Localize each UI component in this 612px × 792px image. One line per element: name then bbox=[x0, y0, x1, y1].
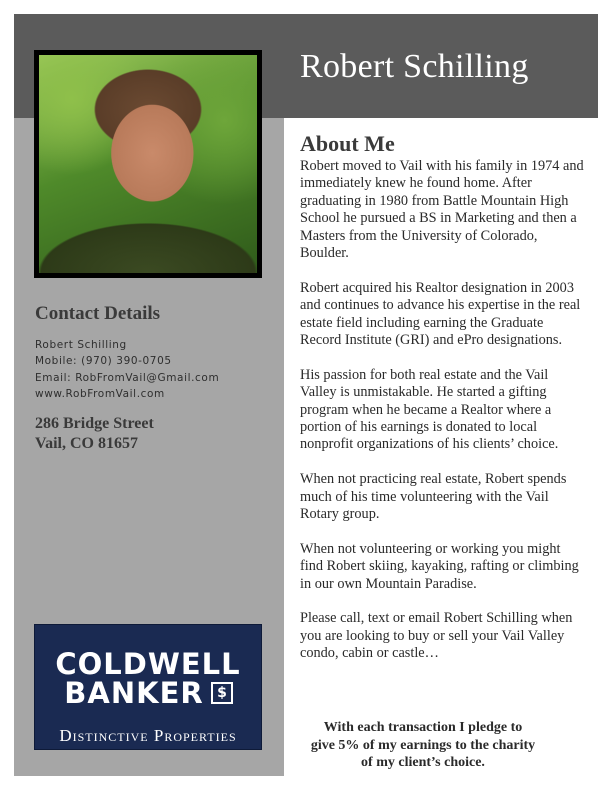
contact-heading: Contact Details bbox=[35, 303, 161, 324]
contact-email[interactable]: Email: RobFromVail@Gmail.com bbox=[35, 371, 220, 384]
logo-tagline: Distinctive Properties bbox=[59, 726, 237, 745]
logo-word-coldwell: COLDWELL bbox=[55, 647, 241, 681]
page-title: Robert Schilling bbox=[300, 48, 529, 85]
contact-website[interactable]: www.RobFromVail.com bbox=[35, 387, 165, 400]
contact-mobile: Mobile: (970) 390-0705 bbox=[35, 355, 172, 368]
about-paragraph: When not volunteering or working you might find Robert skiing, kayaking, rafting or climbing in our own Mountain Paradise. bbox=[300, 540, 579, 592]
contact-name: Robert Schilling bbox=[35, 339, 127, 351]
pledge-line: of my client’s choice. bbox=[361, 755, 485, 770]
logo-word-banker: BANKER bbox=[64, 676, 204, 710]
address bbox=[35, 414, 154, 454]
profile-photo bbox=[34, 50, 262, 278]
profile-photo-image bbox=[39, 55, 257, 273]
logo-mark-icon: $ bbox=[211, 682, 233, 704]
pledge-statement bbox=[298, 719, 548, 772]
about-paragraph: His passion for both real estate and the Vail Valley is unmistakable. He started a gifting program when he became a Realtor where a portion of his earnings is donated to local nonprofit organizations of his clients’ choice. bbox=[300, 366, 559, 453]
about-paragraph: Robert moved to Vail with his family in 1974 and immediately knew he found home. After graduating in 1980 from Battle Mountain High School he pursued a BS in Marketing and then a Masters from the University of Colorado, Boulder. bbox=[300, 158, 584, 262]
about-paragraph: Please call, text or email Robert Schilling when you are looking to buy or sell your Vail Valley condo, cabin or castle… bbox=[300, 610, 573, 662]
pledge-line: With each transaction I pledge to bbox=[323, 720, 523, 735]
pledge-line: give 5% of my earnings to the charity bbox=[310, 737, 536, 753]
about-heading: About Me bbox=[300, 131, 395, 156]
address-city: Vail, CO 81657 bbox=[35, 435, 138, 452]
about-body bbox=[300, 158, 585, 680]
coldwell-banker-logo bbox=[34, 624, 262, 750]
about-paragraph: When not practicing real estate, Robert spends much of his time volunteering with the Vail Rotary group. bbox=[300, 471, 567, 523]
contact-list bbox=[35, 337, 219, 402]
about-paragraph: Robert acquired his Realtor designation in 2003 and continues to advance his expertise in the real estate field including earning the Graduate Record Institute (GRI) and ePro designations. bbox=[300, 279, 581, 349]
address-street: 286 Bridge Street bbox=[35, 415, 154, 432]
